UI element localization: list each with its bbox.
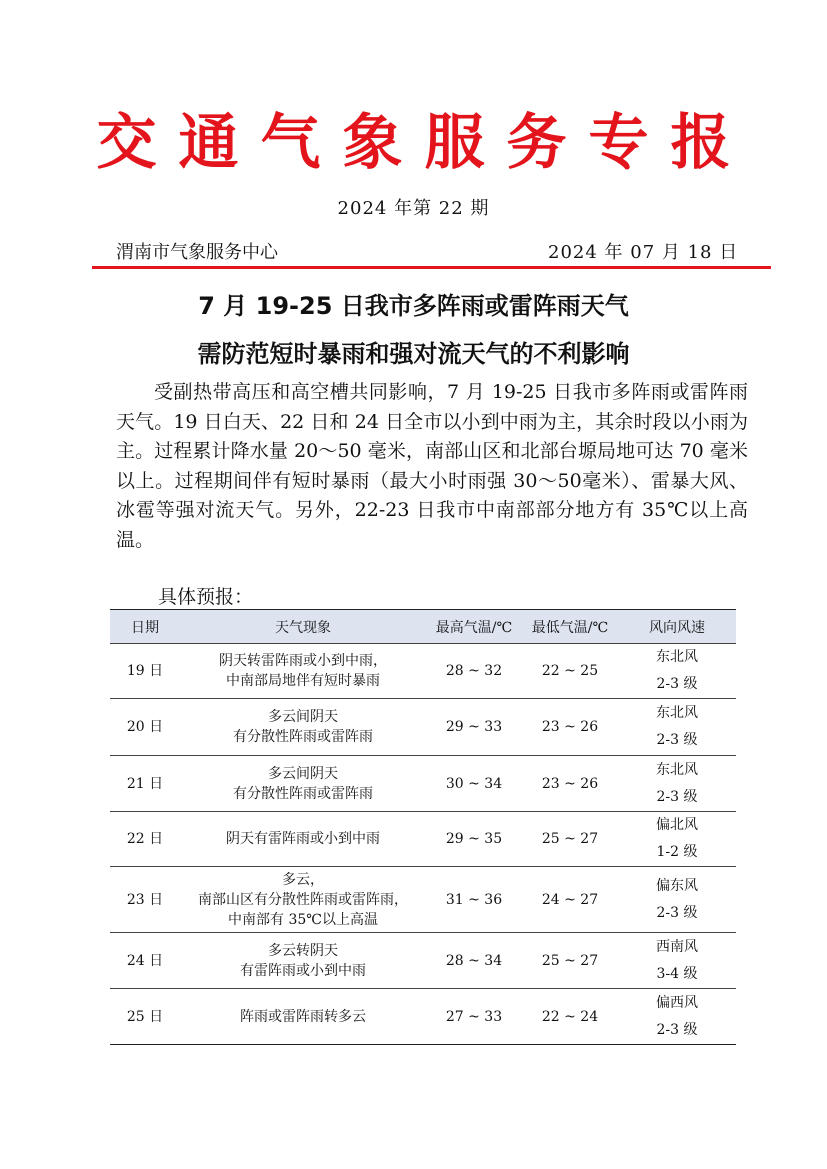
wind-cell	[618, 812, 736, 867]
headline-line-1: 7 月 19-25 日我市多阵雨或雷阵雨天气	[198, 292, 629, 320]
date-cell: 22 日	[110, 812, 180, 867]
wind-cell	[618, 644, 736, 699]
table-row	[110, 644, 736, 699]
issuer-name: 渭南市气象服务中心	[116, 242, 278, 263]
summary-paragraph: 受副热带高压和高空槽共同影响，7 月 19-25 日我市多阵雨或雷阵雨天气。19 日白天、22 日和 24 日全市以小到中雨为主，其余时段以小雨为主。过程累计降水量 20～50 毫米，南部山区和北部台塬局地可达 70 毫米以上。过程期间伴有短时暴雨（最大小时雨强 30～50毫米）、雷暴大风、冰雹等强对流天气。另外，22-23 日我市中南部部分地方有 35℃以上高温。	[116, 381, 748, 551]
wind-direction: 东北风	[656, 705, 698, 721]
wind-cell	[618, 989, 736, 1045]
table-row	[110, 867, 736, 933]
table-row	[110, 933, 736, 989]
wind-direction: 偏北风	[656, 817, 698, 833]
wind-cell	[618, 699, 736, 756]
low-temp-cell: 23 ~ 26	[522, 699, 618, 756]
wind-level: 2-3 级	[656, 676, 698, 692]
wind-level: 3-4 级	[656, 965, 698, 982]
wind-direction: 东北风	[656, 649, 698, 665]
header-wind: 风向风速	[618, 610, 736, 644]
red-divider	[92, 266, 771, 269]
report-masthead: 交通气象服务专报	[96, 108, 753, 178]
low-temp-cell: 25 ~ 27	[522, 812, 618, 867]
date-cell: 19 日	[110, 644, 180, 699]
date-cell: 24 日	[110, 933, 180, 989]
table-row	[110, 989, 736, 1045]
high-temp-cell: 29 ~ 33	[426, 699, 522, 756]
forecast-table	[110, 609, 736, 1045]
high-temp-cell: 28 ~ 32	[426, 644, 522, 699]
low-temp-cell: 22 ~ 24	[522, 989, 618, 1045]
weather-cell: 多云转阴天 有雷阵雨或小到中雨	[180, 933, 426, 989]
weather-cell: 多云， 南部山区有分散性阵雨或雷阵雨， 中南部有 35℃以上高温	[180, 867, 426, 933]
wind-level: 2-3 级	[656, 904, 698, 921]
wind-cell	[618, 867, 736, 933]
wind-direction: 西南风	[656, 938, 698, 955]
high-temp-cell: 27 ~ 33	[426, 989, 522, 1045]
wind-direction: 偏东风	[656, 877, 698, 894]
table-header-row	[110, 610, 736, 644]
low-temp-cell: 22 ~ 25	[522, 644, 618, 699]
wind-direction: 偏西风	[656, 994, 698, 1011]
weather-cell: 多云间阴天 有分散性阵雨或雷阵雨	[180, 699, 426, 756]
wind-direction: 东北风	[656, 761, 698, 778]
header-date: 日期	[110, 610, 180, 644]
date-cell: 21 日	[110, 756, 180, 812]
header-low-temp: 最低气温/℃	[522, 610, 618, 644]
wind-level: 1-2 级	[656, 844, 698, 860]
forecast-label: 具体预报：	[158, 586, 254, 608]
wind-cell	[618, 933, 736, 989]
high-temp-cell: 28 ~ 34	[426, 933, 522, 989]
table-row	[110, 699, 736, 756]
table-row	[110, 756, 736, 812]
wind-level: 2-3 级	[656, 732, 698, 748]
low-temp-cell: 25 ~ 27	[522, 933, 618, 989]
low-temp-cell: 24 ~ 27	[522, 867, 618, 933]
wind-level: 2-3 级	[656, 1021, 698, 1038]
date-cell: 25 日	[110, 989, 180, 1045]
weather-cell: 阴天转雷阵雨或小到中雨， 中南部局地伴有短时暴雨	[180, 644, 426, 699]
issue-date: 2024 年 07 月 18 日	[548, 242, 739, 263]
table-row	[110, 812, 736, 867]
wind-cell	[618, 756, 736, 812]
date-cell: 20 日	[110, 699, 180, 756]
header-weather: 天气现象	[180, 610, 426, 644]
low-temp-cell: 23 ~ 26	[522, 756, 618, 812]
weather-cell: 阵雨或雷阵雨转多云	[180, 989, 426, 1045]
weather-cell: 多云间阴天 有分散性阵雨或雷阵雨	[180, 756, 426, 812]
issue-number: 2024 年第 22 期	[337, 198, 490, 219]
high-temp-cell: 30 ~ 34	[426, 756, 522, 812]
header-high-temp: 最高气温/℃	[426, 610, 522, 644]
high-temp-cell: 29 ~ 35	[426, 812, 522, 867]
high-temp-cell: 31 ~ 36	[426, 867, 522, 933]
date-cell: 23 日	[110, 867, 180, 933]
headline-line-2: 需防范短时暴雨和强对流天气的不利影响	[197, 340, 630, 368]
weather-cell: 阴天有雷阵雨或小到中雨	[180, 812, 426, 867]
wind-level: 2-3 级	[656, 788, 698, 805]
